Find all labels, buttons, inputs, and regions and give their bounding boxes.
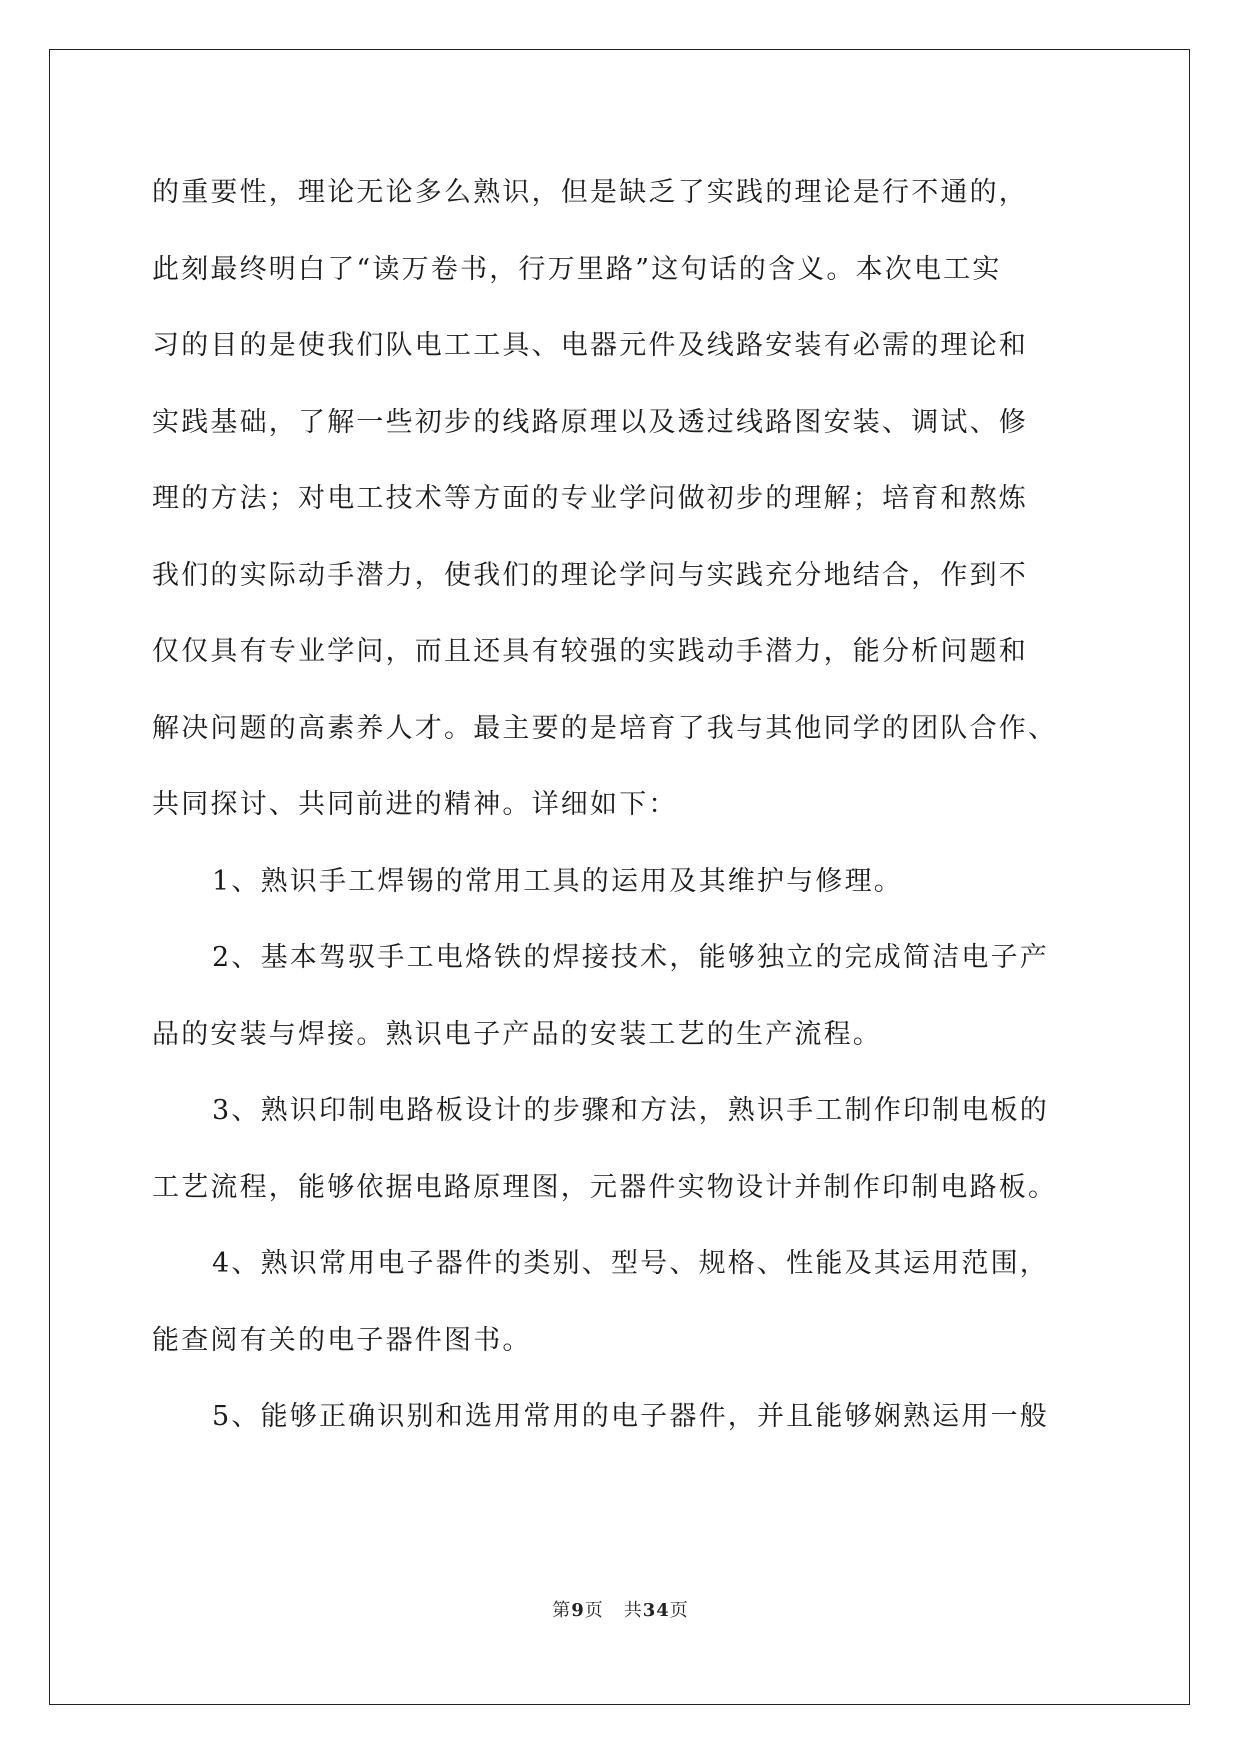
list-item-2-cont: 品的安装与焊接。熟识电子产品的安装工艺的生产流程。 (152, 1018, 882, 1050)
list-item-2: 2、基本驾驭手工电烙铁的焊接技术，能够独立的完成简洁电子产 (212, 942, 1049, 973)
list-item-3-cont: 工艺流程，能够依据电路原理图，元器件实物设计并制作印制电路板。 (152, 1171, 1058, 1203)
page-prefix: 第 (552, 1600, 572, 1621)
body-line-9: 共同探讨、共同前进的精神。详细如下： (152, 789, 678, 820)
list-item-5: 5、能够正确识别和选用常用的电子器件，并且能够娴熟运用一般 (212, 1401, 1049, 1432)
document-body (152, 155, 1092, 1456)
body-line-2: 此刻最终明白了“读万卷书，行万里路”这句话的含义。本次电工实 (152, 253, 1002, 285)
total-prefix: 共 (623, 1600, 643, 1621)
page-number: 9 (571, 1600, 585, 1621)
list-item-1: 1、熟识手工焊锡的常用工具的运用及其维护与修理。 (212, 865, 903, 897)
body-line-3: 习的目的是使我们队电工工具、电器元件及线路安装有必需的理论和 (152, 330, 1028, 361)
body-line-7: 仅仅具有专业学问，而且还具有较强的实践动手潜力，能分析问题和 (152, 636, 1028, 667)
page-footer (0, 1596, 1241, 1622)
total-pages: 34 (642, 1600, 670, 1621)
list-item-4-cont: 能查阅有关的电子器件图书。 (152, 1324, 532, 1356)
list-item-4: 4、熟识常用电子器件的类别、型号、规格、性能及其运用范围， (212, 1248, 1049, 1279)
total-suffix: 页 (669, 1600, 689, 1621)
body-line-1: 的重要性，理论无论多么熟识，但是缺乏了实践的理论是行不通的， (152, 177, 1028, 208)
body-line-4: 实践基础，了解一些初步的线路原理以及透过线路图安装、调试、修 (152, 406, 1028, 438)
body-line-5: 理的方法；对电工技术等方面的专业学问做初步的理解；培育和熬炼 (152, 483, 1028, 514)
body-line-6: 我们的实际动手潜力，使我们的理论学问与实践充分地结合，作到不 (152, 559, 1028, 591)
page-suffix: 页 (584, 1600, 604, 1621)
body-line-8: 解决问题的高素养人才。最主要的是培育了我与其他同学的团队合作、 (152, 712, 1058, 744)
list-item-3: 3、熟识印制电路板设计的步骤和方法，熟识手工制作印制电板的 (212, 1095, 1049, 1126)
